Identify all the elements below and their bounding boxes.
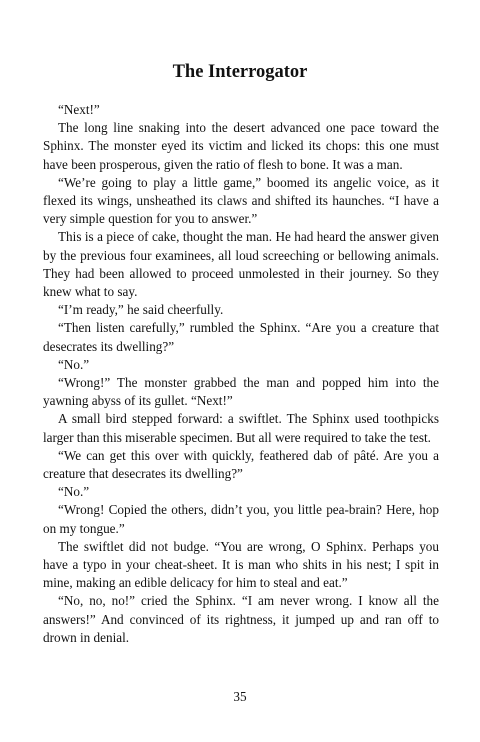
paragraph: “Wrong!” The monster grabbed the man and popped him into the yawning abyss of its gullet. “Next!” [43,375,439,409]
paragraph: The long line snaking into the desert advanced one pace toward the Sphinx. The monster eyed its victim and licked its chops: this one must have been prosperous, given the ratio of flesh to bone. It was a man. [43,120,439,172]
paragraph: “We can get this over with quickly, feathered dab of pâté. Are you a creature that desecrates its dwelling?” [43,447,439,482]
page-number: 35 [233,689,247,704]
paragraph: “Next!” [58,102,100,117]
story-title: The Interrogator [172,62,308,82]
paragraph: A small bird stepped forward: a swiftlet. The Sphinx used toothpicks larger than this miserable specimen. But all were required to take the test. [43,411,439,445]
paragraph: This is a piece of cake, thought the man. He had heard the answer given by the previous four examinees, all loud screeching or bellowing animals. They had been allowed to proceed unmolested in their journey. So they knew what to say. [43,229,439,300]
story-body [43,101,439,647]
paragraph: “No.” [58,356,90,372]
paragraph: “Wrong! Copied the others, didn’t you, you little pea-brain? Here, hop on my tongue.” [43,502,439,536]
paragraph: “I’m ready,” he said cheerfully. [58,302,224,318]
paragraph: “We’re going to play a little game,” boomed its angelic voice, as it flexed its wings, unsheathed its claws and shifted its haunches. “I have a very simple question for you to answer.” [43,174,439,227]
paragraph: “No.” [58,484,90,500]
paragraph: The swiftlet did not budge. “You are wrong, O Sphinx. Perhaps you have a typo in your cheat-sheet. It is man who shits in his nest; I spit in mine, making an edible delicacy for him to steal and eat.” [43,538,439,591]
paragraph: “No, no, no!” cried the Sphinx. “I am never wrong. I know all the answers!” And convinced of its rightness, it jumped up and ran off to drown in denial. [43,593,439,645]
paragraph: “Then listen carefully,” rumbled the Sphinx. “Are you a creature that desecrates its dwelling?” [43,320,439,354]
